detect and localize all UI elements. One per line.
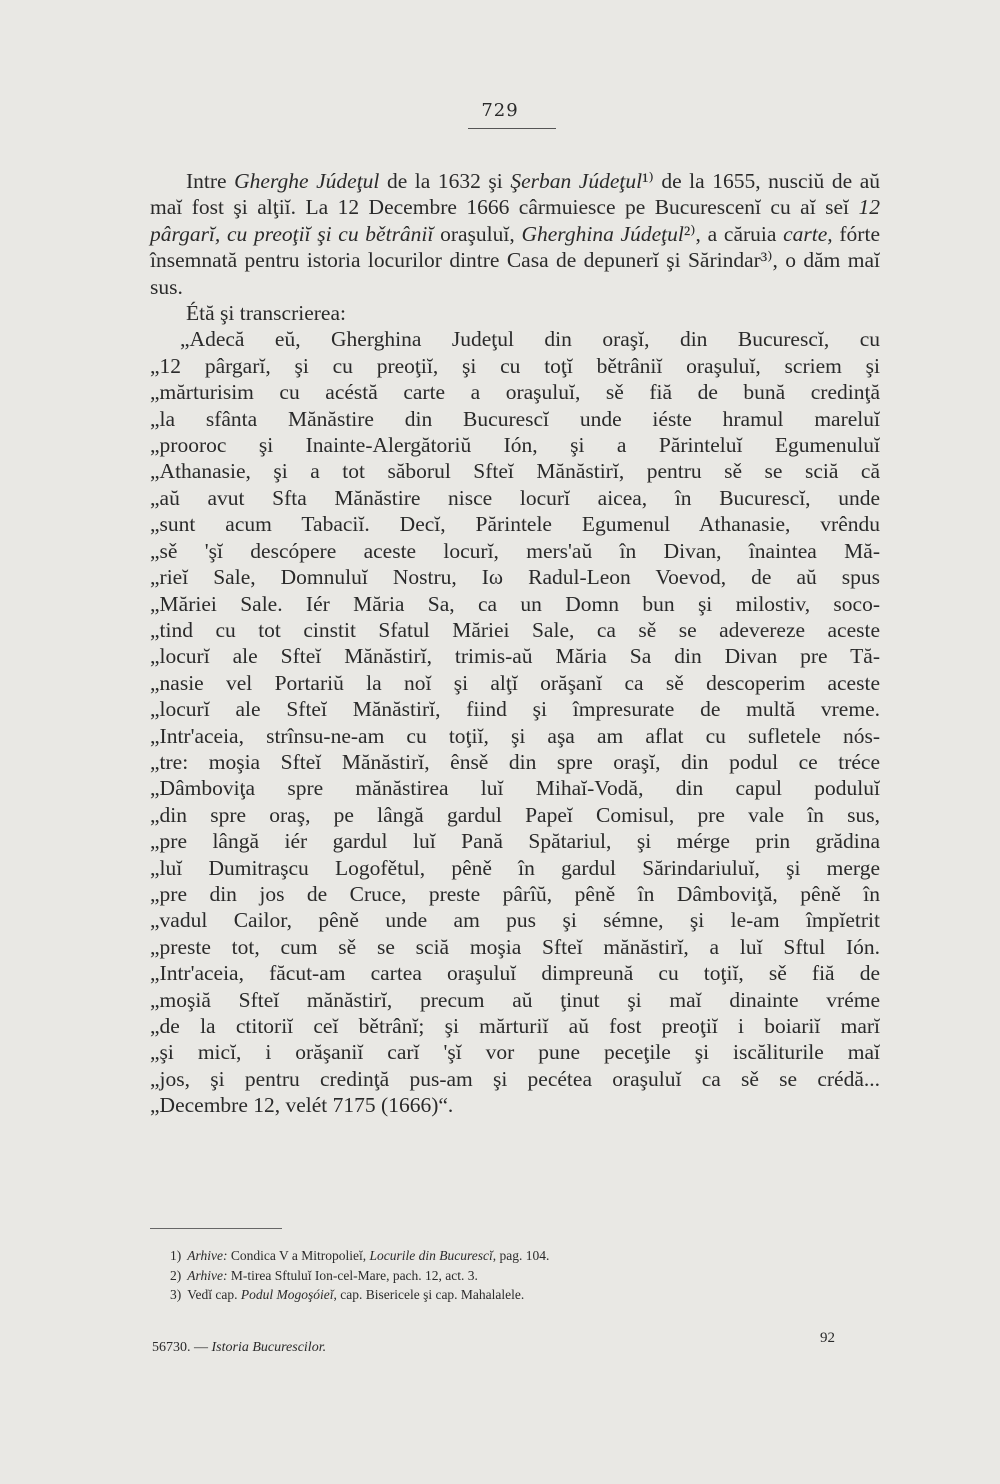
quote-line: „la sfânta Mănăstire din Bucurescĭ unde iéste hramul mareluĭ bbox=[150, 406, 880, 431]
body-text bbox=[150, 168, 880, 1119]
footnote-italic: Podul Mogoşóieĭ bbox=[240, 1287, 334, 1302]
quoted-document bbox=[150, 326, 880, 1118]
footnote-text: Vedĭ cap. bbox=[187, 1287, 241, 1302]
footnote bbox=[170, 1246, 850, 1266]
quote-line: „preste tot, cum sě se sciă moşia Sfteĭ mănăstirĭ, a luĭ Sftul Ión. bbox=[150, 934, 880, 959]
quote-line: „şi micĭ, i orăşaniĭ carĭ 'şĭ vor pune peceţile şi iscăliturile maĭ bbox=[150, 1040, 880, 1065]
text-run: ²⁾, a căruia bbox=[683, 221, 784, 246]
italic-word: carte, bbox=[783, 221, 833, 246]
quote-line: „Intr'aceia, făcut-am cartea oraşuluĭ dimpreună cu toţiĭ, sě fiă de bbox=[150, 961, 880, 986]
quote-line: „locurĭ ale Sfteĭ Mănăstirĭ, fiind şi împresurate de multă vreme. bbox=[150, 697, 880, 722]
quote-line: „moşiă Sfteĭ mănăstirĭ, precum aŭ ţinut şi maĭ dinainte vréme bbox=[150, 987, 880, 1012]
quote-line: „nasie vel Portariŭ la noĭ şi alţĭ orăşanĭ ca sě descoperim aceste bbox=[150, 670, 880, 695]
header-rule bbox=[468, 128, 556, 129]
italic-name: Gherghina Júdeţul bbox=[521, 221, 684, 246]
quote-line: „prooroc şi Inainte-Alergătoriŭ Ión, şi a Părinteluĭ Egumenuluĭ bbox=[150, 433, 880, 458]
footnote-number: 3) bbox=[170, 1287, 182, 1302]
quote-line: „Intr'aceia, strînsu-ne-am cu toţiĭ, şi aşa am aflat cu sufletele nós- bbox=[150, 723, 880, 748]
footnote-text: M-tirea Sftuluĭ Ion-cel-Mare, pach. 12, act. 3. bbox=[227, 1267, 478, 1283]
sheet-number: 92 bbox=[820, 1330, 835, 1346]
italic-name: Gherghe Júdeţul bbox=[234, 169, 380, 193]
footnote-number: 2) bbox=[170, 1267, 182, 1283]
quote-line: „Măriei Sale. Iér Măria Sa, ca un Domn bun şi milostiv, soco- bbox=[150, 591, 880, 616]
page-number: 729 bbox=[481, 100, 519, 121]
quote-line: „jos, şi pentru credinţă pus-am şi pecétea oraşuluĭ ca sě se crédă... bbox=[150, 1066, 880, 1091]
footnotes bbox=[170, 1246, 850, 1305]
text-run: ¹⁾ de la 1655, nusciŭ de aŭ maĭ fost şi alţiĭ. La 12 Decembre 1666 cârmuiesce pe Bucurescenĭ cu aĭ seĭ bbox=[150, 169, 880, 220]
quote-line: „12 pârgarĭ, şi cu preoţiĭ, şi cu toţĭ bětrâniĭ oraşuluĭ, scriem şi bbox=[150, 353, 880, 378]
quote-line: „sunt acum Tabaciĭ. Decĭ, Părintele Egumenul Athanasie, vrêndu bbox=[150, 512, 880, 537]
quote-line: „Adecă eŭ, Gherghina Judeţul din oraşĭ, din Bucurescĭ, cu bbox=[180, 327, 880, 352]
footnote bbox=[170, 1285, 850, 1305]
quote-line: „aŭ avut Sfta Mănăstire nisce locurĭ aicea, în Bucurescĭ, unde bbox=[150, 485, 880, 510]
quote-line: „Athanasie, şi a tot săborul Sfteĭ Mănăstirĭ, pentru sě se sciă că bbox=[150, 459, 880, 484]
text-run: Intre bbox=[186, 169, 235, 193]
footnote-end: , pag. 104. bbox=[492, 1248, 550, 1263]
printer-signature bbox=[152, 1340, 326, 1356]
signature-title: Istoria Bucurescilor. bbox=[211, 1340, 327, 1355]
footnote-rule bbox=[150, 1228, 282, 1229]
quote-line: „din spre oraş, pe lângă gardul Papeĭ Comisul, pre vale în sus, bbox=[150, 802, 880, 827]
quote-line: „rieĭ Sale, Domnuluĭ Nostru, Iω Radul-Leon Voevod, de aŭ spus bbox=[150, 565, 880, 590]
footnote-text: Condica V a Mitropolieĭ, bbox=[227, 1248, 370, 1263]
footnote bbox=[170, 1266, 850, 1286]
quote-line: „mărturisim cu acéstă carte a oraşuluĭ, sě fiă de bună credinţă bbox=[150, 380, 880, 405]
signature-number: 56730. — bbox=[152, 1340, 212, 1355]
footnote-source: Arhive: bbox=[187, 1248, 228, 1263]
quote-line: „Decembre 12, velét 7175 (1666)“. bbox=[150, 1093, 454, 1118]
text-run: fórte însemnată pentru istoria locurilor dintre Casa de depunerĭ şi Sărindar³⁾, o dăm maĭ sus. bbox=[150, 221, 880, 299]
intro-paragraph bbox=[150, 168, 880, 300]
text-run: oraşuluĭ, bbox=[433, 221, 522, 246]
quote-line: „vadul Cailor, pêně unde am pus şi sémne, şi le-am împĭetrit bbox=[150, 908, 880, 933]
quote-line: „de la ctitoriĭ ceĭ bětrânĭ; şi mărturiĭ aŭ fost preoţiĭ i boiariĭ marĭ bbox=[150, 1014, 880, 1038]
quote-line: „pre lângă iér gardul luĭ Pană Spătariul, şi mérge prin grădina bbox=[150, 829, 880, 854]
quote-line: „pre din jos de Cruce, preste pârîŭ, pêně în Dâmboviţă, pêně în bbox=[150, 881, 880, 906]
quote-line: „luĭ Dumitraşcu Logofětul, pêně în gardul Sărindariuluĭ, şi merge bbox=[150, 855, 880, 880]
text-run: de la 1632 şi bbox=[379, 169, 511, 193]
italic-phrase: 12 pârgarĭ, cu preoţiĭ şi cu bětrâniĭ bbox=[150, 195, 880, 246]
footnote-end: , cap. Bisericele şi cap. Mahalalele. bbox=[333, 1287, 525, 1302]
quote-line: „tre: moşia Sfteĭ Mănăstirĭ, ênsě din spre oraşĭ, din podul ce tréce bbox=[150, 749, 880, 774]
italic-name: Şerban Júdeţul bbox=[510, 169, 643, 193]
transcription-heading: Étă şi transcrierea: bbox=[186, 301, 346, 326]
footnote-italic: Locurile din Bucurescĭ bbox=[369, 1248, 493, 1263]
footnote-source: Arhive: bbox=[187, 1267, 228, 1283]
quote-line: „sě 'şĭ descópere aceste locurĭ, mers'aŭ în Divan, înaintea Mă- bbox=[150, 538, 880, 563]
footnote-number: 1) bbox=[170, 1248, 182, 1263]
quote-line: „locurĭ ale Sfteĭ Mănăstirĭ, trimis-aŭ Măria Sa din Divan pre Tă- bbox=[150, 644, 880, 669]
quote-line: „Dâmboviţa spre mănăstirea luĭ Mihaĭ-Vodă, din capul poduluĭ bbox=[150, 776, 880, 801]
quote-line: „tind cu tot cinstit Sfatul Măriei Sale, ca sě se adevereze aceste bbox=[150, 617, 880, 642]
